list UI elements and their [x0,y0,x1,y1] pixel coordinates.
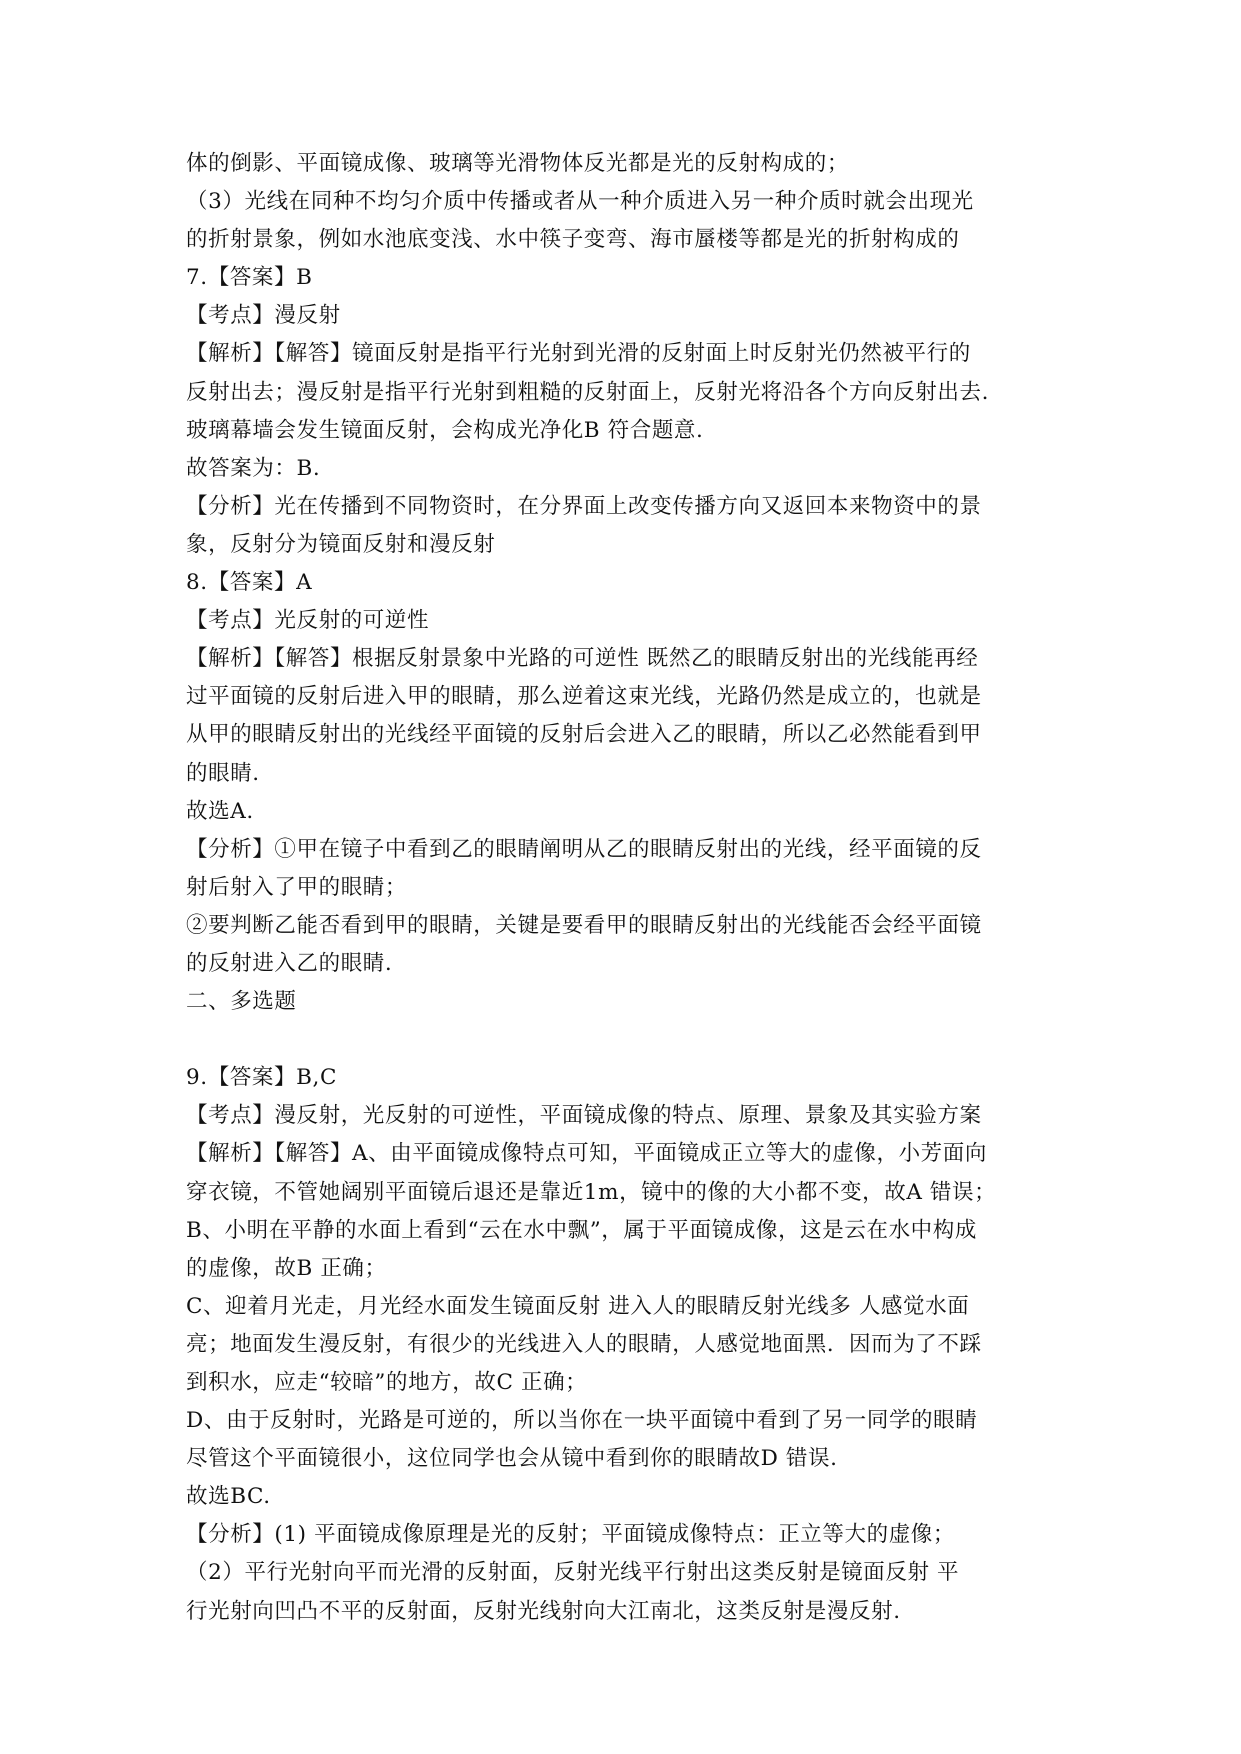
analysis-line-8: 【分析】①甲在镜子中看到乙的眼睛阐明从乙的眼睛反射出的光线，经平面镜的反 [186,836,982,862]
text-line: 行光射向凹凸不平的反射面，反射光线射向大江南北，这类反射是漫反射. [186,1598,901,1624]
text-line: 玻璃幕墙会发生镜面反射，会构成光净化B 符合题意. [186,417,704,443]
text-line: 亮；地面发生漫反射，有很少的光线进入人的眼睛，人感觉地面黑．因而为了不踩 [186,1331,982,1357]
text-line: 的眼睛. [186,760,260,786]
analysis-line-7: 【分析】光在传播到不同物资时，在分界面上改变传播方向又返回本来物资中的景 [186,493,982,519]
text-line: B、小明在平静的水面上看到“云在水中飘”，属于平面镜成像，这是云在水中构成 [186,1217,977,1243]
text-line: 的虚像，故B 正确； [186,1255,387,1281]
text-line: （3）光线在同种不均匀介质中传播或者从一种介质进入另一种介质时就会出现光 [186,189,974,215]
text-line: C、迎着月光走，月光经水面发生镜面反射 进入人的眼睛反射光线多 人感觉水面 [186,1293,970,1319]
text-line: 的反射进入乙的眼睛. [186,950,393,976]
text-line: 反射出去；漫反射是指平行光射到粗糙的反射面上，反射光将沿各个方向反射出去. [186,379,990,405]
text-line: ②要判断乙能否看到甲的眼睛，关键是要看甲的眼睛反射出的光线能否会经平面镜 [186,912,982,938]
section-heading-multiple-choice: 二、多选题 [186,989,297,1015]
text-line: 象，反射分为镜面反射和漫反射 [186,531,496,557]
text-line: 到积水，应走“较暗”的地方，故C 正确； [186,1370,588,1395]
answer-heading-9: 9.【答案】B,C [186,1065,337,1091]
text-line: 【解析】【解答】镜面反射是指平行光射到光滑的反射面上时反射光仍然被平行的 [186,341,971,367]
answer-heading-7: 7.【答案】B [186,265,313,291]
text-line: 射后射入了甲的眼睛； [186,874,408,900]
answer-heading-8: 8.【答案】A [186,570,313,596]
text-line: 体的倒影、平面镜成像、玻璃等光滑物体反光都是光的反射构成的； [186,151,850,176]
text-line: D、由于反射时，光路是可逆的，所以当你在一块平面镜中看到了另一同学的眼睛 [186,1408,978,1434]
conclusion-line-7: 故答案为：B. [186,455,321,481]
text-line: 的折射景象，例如水池底变浅、水中筷子变弯、海市蜃楼等都是光的折射构成的 [186,227,960,253]
answer-explanation-text [186,145,1086,1631]
topic-line-7: 【考点】漫反射 [186,303,341,329]
conclusion-line-9: 故选BC. [186,1484,271,1510]
text-line: 过平面镜的反射后进入甲的眼睛，那么逆着这束光线，光路仍然是成立的，也就是 [186,684,982,710]
topic-line-9: 【考点】漫反射，光反射的可逆性，平面镜成像的特点、原理、景象及其实验方案 [186,1103,982,1129]
analysis-line-9: 【分析】(1) 平面镜成像原理是光的反射；平面镜成像特点：正立等大的虚像； [186,1522,955,1548]
text-line: 【解析】【解答】A、由平面镜成像特点可知，平面镜成正立等大的虚像，小芳面向 [186,1141,987,1167]
text-line: 穿衣镜，不管她阔别平面镜后退还是靠近1m，镜中的像的大小都不变，故A 错误； [186,1179,997,1205]
text-line: 尽管这个平面镜很小，这位同学也会从镜中看到你的眼睛故D 错误. [186,1446,838,1472]
text-line: 从甲的眼睛反射出的光线经平面镜的反射后会进入乙的眼睛，所以乙必然能看到甲 [186,722,982,748]
text-line: （2）平行光射向平而光滑的反射面，反射光线平行射出这类反射是镜面反射 平 [186,1560,960,1586]
blank-line [186,1021,1086,1059]
conclusion-line-8: 故选A. [186,798,254,824]
topic-line-8: 【考点】光反射的可逆性 [186,608,430,634]
text-line: 【解析】【解答】根据反射景象中光路的可逆性 既然乙的眼睛反射出的光线能再经 [186,646,979,672]
